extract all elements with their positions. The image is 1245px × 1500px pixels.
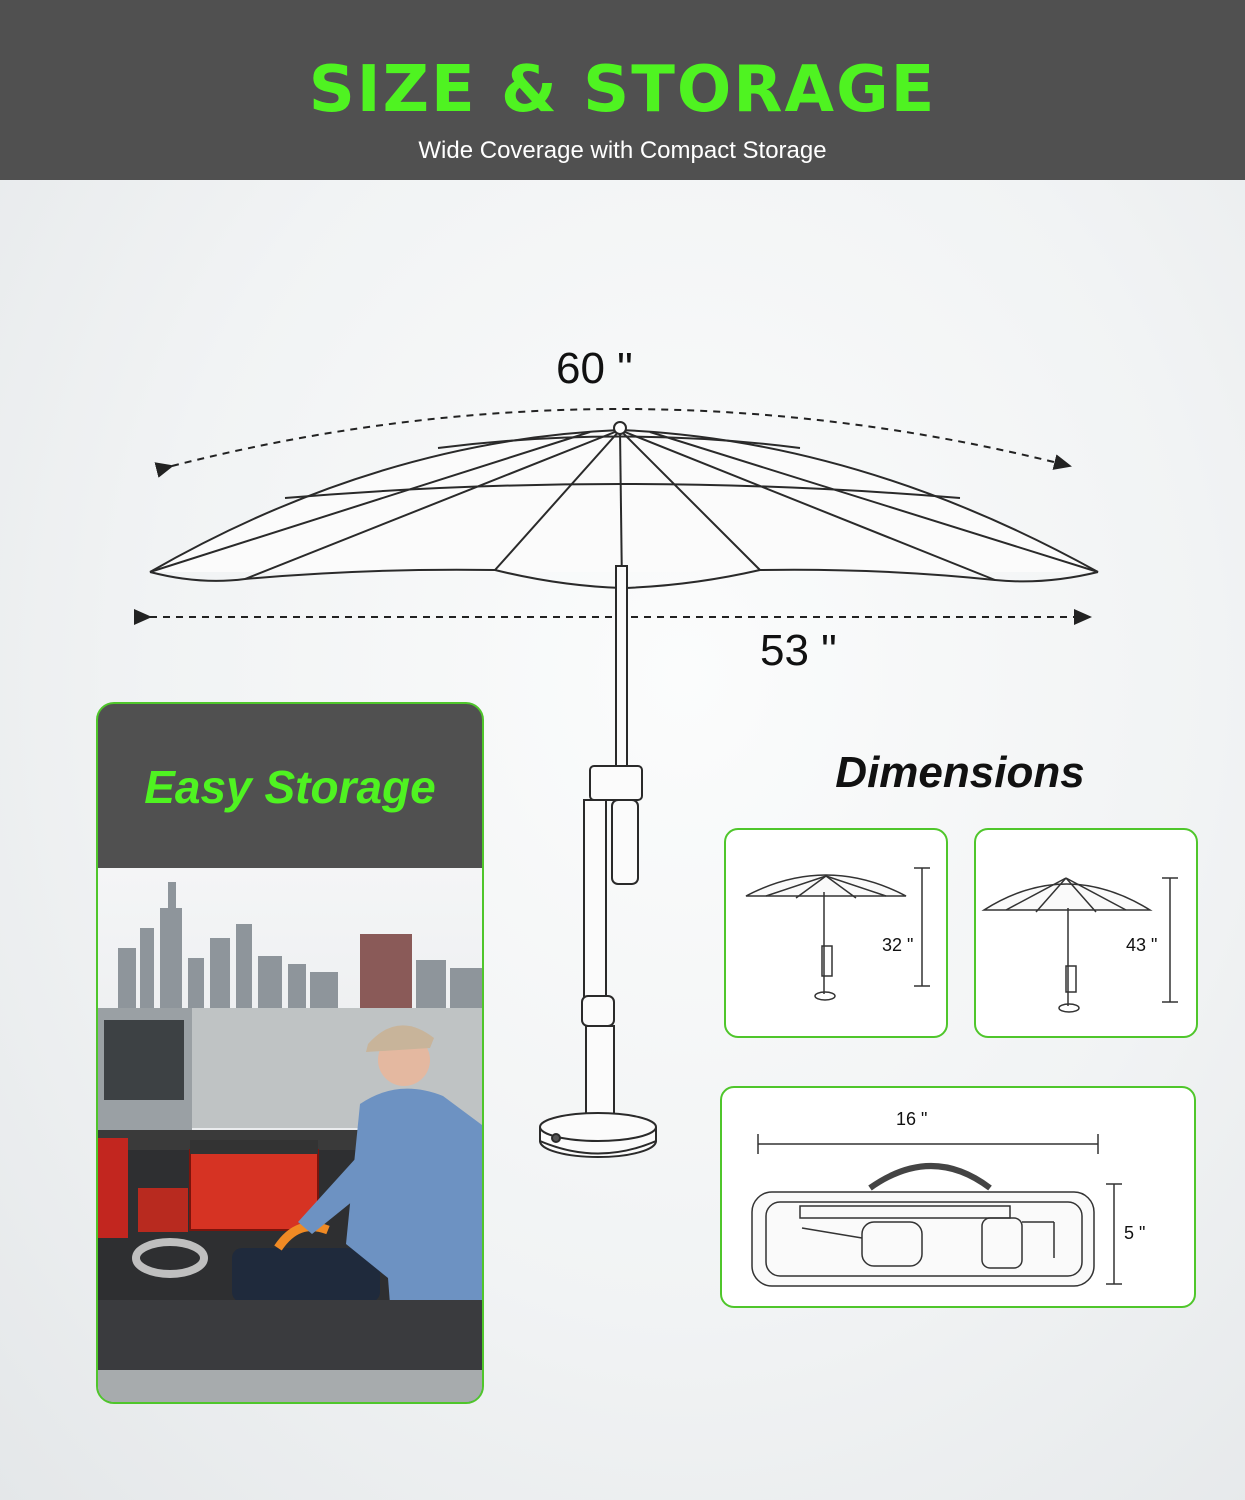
- span-width-label: 53 ": [760, 626, 837, 675]
- page-subtitle: Wide Coverage with Compact Storage: [418, 137, 827, 164]
- bag-length-label: 16 ": [896, 1109, 928, 1129]
- umbrella-canopy: [150, 422, 1098, 588]
- carry-bag-icon: [722, 1088, 1196, 1308]
- high-height-card: [974, 828, 1198, 1038]
- dimensions-title: Dimensions: [835, 748, 1085, 797]
- umbrella-low-icon: [726, 830, 948, 1038]
- carry-bag-card: [720, 1086, 1196, 1308]
- umbrella-pole: [540, 566, 656, 1157]
- low-height-label: 32 ": [882, 935, 914, 955]
- bag-height-label: 5 ": [1124, 1223, 1146, 1243]
- truck-storage-photo: [98, 868, 484, 1404]
- umbrella-high-icon: [976, 830, 1198, 1038]
- page-title: SIZE & STORAGE: [308, 53, 937, 127]
- easy-storage-title: Easy Storage: [144, 761, 436, 813]
- top-width-label: 60 ": [556, 344, 633, 393]
- high-height-label: 43 ": [1126, 935, 1158, 955]
- easy-storage-card: [96, 702, 484, 1404]
- low-height-card: [724, 828, 948, 1038]
